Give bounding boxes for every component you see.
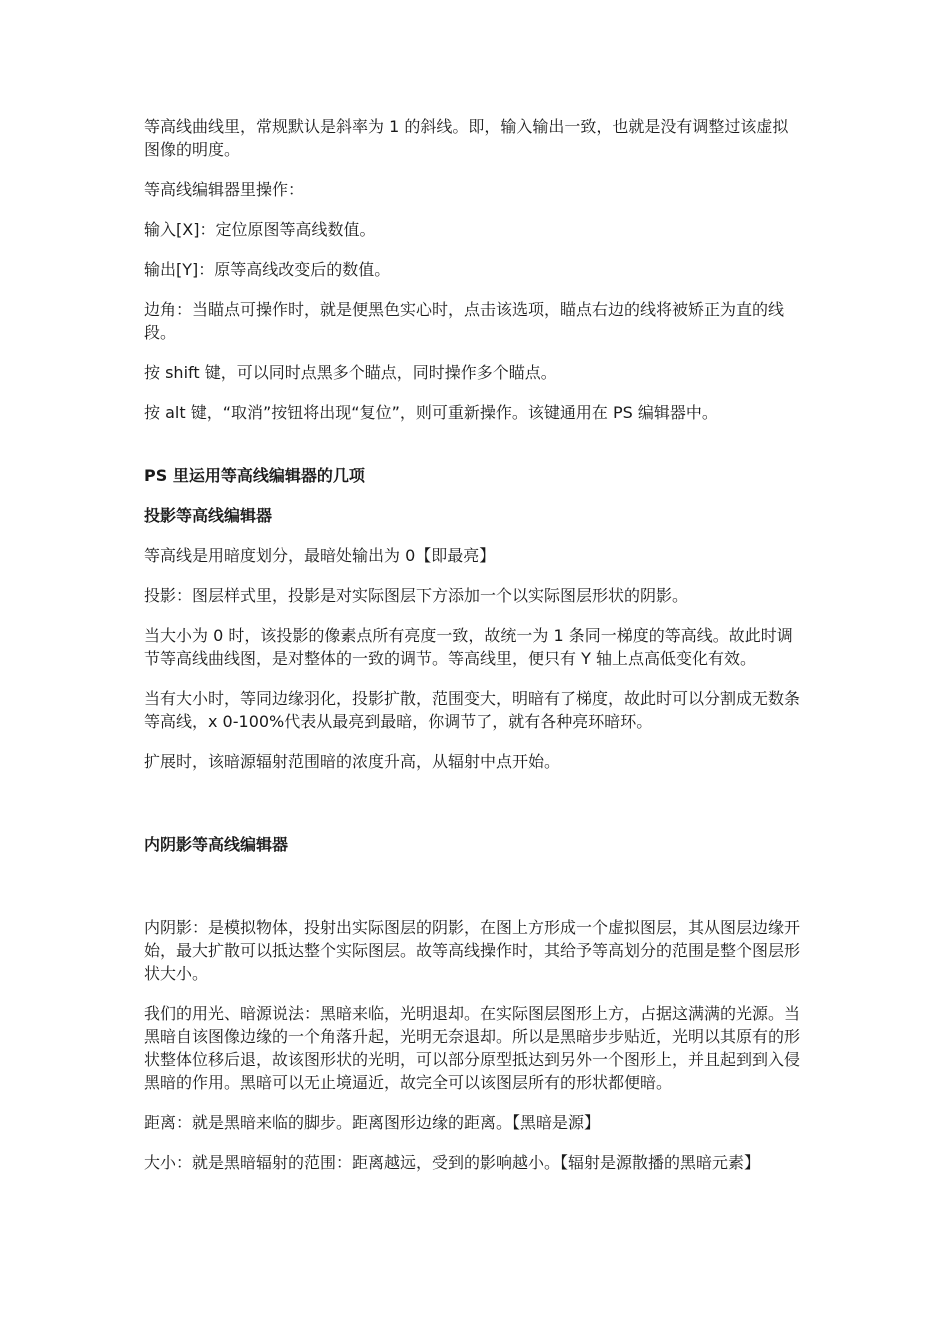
paragraph: 我们的用光、暗源说法：黑暗来临，光明退却。在实际图层图形上方，占据这满满的光源。当黑暗自该图像边缘的一个角落升起，光明无奈退却。所以是黑暗步步贴近，光明以其原有的形状整体位移后退，故该图形状的光明，可以部分原型抵达到另外一个图形上，并且起到到入侵黑暗的作用。黑暗可以无止境逼近，故完全可以该图层所有的形状都便暗。 — [144, 1004, 801, 1092]
section-heading: PS 里运用等高线编辑器的几项 — [144, 466, 365, 485]
paragraph: 当有大小时，等同边缘羽化，投影扩散，范围变大，明暗有了梯度，故此时可以分割成无数条等高线，x 0-100%代表从最亮到最暗，你调节了，就有各种亮环暗环。 — [144, 689, 801, 731]
section-subheading: 投影等高线编辑器 — [144, 506, 273, 525]
document-page — [144, 115, 804, 1191]
paragraph: 输入[X]：定位原图等高线数值。 — [144, 220, 376, 239]
paragraph: 等高线是用暗度划分，最暗处输出为 0【即最亮】 — [144, 546, 496, 565]
paragraph: 距离：就是黑暗来临的脚步。距离图形边缘的距离。【黑暗是源】 — [144, 1113, 601, 1132]
spacer — [144, 790, 804, 833]
spacer — [144, 873, 804, 916]
paragraph: 投影：图层样式里，投影是对实际图层下方添加一个以实际图层形状的阴影。 — [144, 586, 689, 605]
paragraph: 当大小为 0 时，该投影的像素点所有亮度一致，故统一为 1 条同一梯度的等高线。故此时调节等高线曲线图，是对整体的一致的调节。等高线里，便只有 Y 轴上点高低变化有效。 — [144, 626, 793, 668]
paragraph: 大小：就是黑暗辐射的范围：距离越远，受到的影响越小。【辐射是源散播的黑暗元素】 — [144, 1153, 761, 1172]
spacer — [144, 441, 804, 464]
paragraph: 内阴影：是模拟物体，投射出实际图层的阴影，在图上方形成一个虚拟图层，其从图层边缘开始，最大扩散可以抵达整个实际图层。故等高线操作时，其给予等高划分的范围是整个图层形状大小。 — [144, 918, 801, 983]
paragraph: 扩展时，该暗源辐射范围暗的浓度升高，从辐射中点开始。 — [144, 752, 561, 771]
paragraph: 边角：当瞄点可操作时，就是便黑色实心时，点击该选项，瞄点右边的线将被矫正为直的线段。 — [144, 300, 785, 342]
paragraph: 按 shift 键，可以同时点黑多个瞄点，同时操作多个瞄点。 — [144, 363, 557, 382]
section-heading: 内阴影等高线编辑器 — [144, 835, 289, 854]
paragraph: 等高线编辑器里操作： — [144, 180, 305, 199]
paragraph: 输出[Y]：原等高线改变后的数值。 — [144, 260, 391, 279]
paragraph: 等高线曲线里，常规默认是斜率为 1 的斜线。即，输入输出一致，也就是没有调整过该虚拟图像的明度。 — [144, 117, 789, 159]
paragraph: 按 alt 键，“取消”按钮将出现“复位”，则可重新操作。该键通用在 PS 编辑器中。 — [144, 403, 718, 422]
